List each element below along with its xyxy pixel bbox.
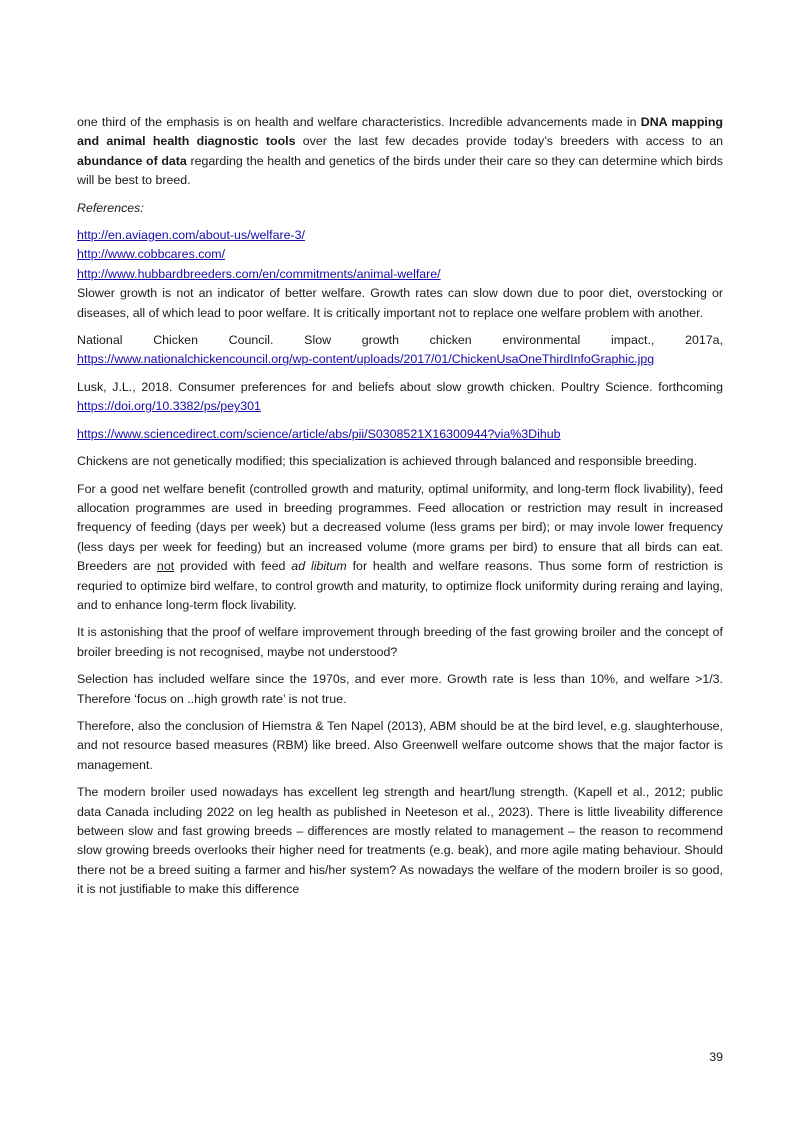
sciencedirect-link-paragraph xyxy=(77,425,723,444)
modern-broiler-paragraph: The modern broiler used nowadays has excellent leg strength and heart/lung strength. (Kapell et al., 2012; public data Canada including 2022 on leg health as published in Neeteson et al., 2023). There is little liveability difference between slow and fast growing breeds – differences are mostly related to management – the reason to recommend slow growing breeds overlooks their higher need for treatments (e.g. beak), and more agile mating behaviour. Should there not be a breed suiting a farmer and his/her system? As nowadays the welfare of the modern broiler is so good, it is not justifiable to make this difference xyxy=(77,785,723,897)
reference-lusk-2018: Lusk, J.L., 2018. Consumer preferences for and beliefs about slow growth chicken. Poultry Science. forthcoming https://doi.org/10.3382/ps/pey301 xyxy=(77,379,723,414)
emphasis-abundance-of-data: abundance of data xyxy=(77,153,187,168)
selection-paragraph: Selection has included welfare since the 1970s, and ever more. Growth rate is less than 10%, and welfare >1/3. Therefore ‘focus on ..high growth rate’ is not true. xyxy=(77,672,723,706)
slower-growth-paragraph: Slower growth is not an indicator of better welfare. Growth rates can slow down due to poor diet, overstocking or diseases, all of which lead to poor welfare. It is critically important not to replace one welfare problem with another. xyxy=(77,286,723,320)
genetically-modified-paragraph: Chickens are not genetically modified; this specialization is achieved through balanced and responsible breeding. xyxy=(77,454,697,469)
link-ncc-infographic[interactable]: https://www.nationalchickencouncil.org/wp-content/uploads/2017/01/ChickenUsaOneThirdInfoGraphic.jpg xyxy=(77,352,655,367)
reference-national-chicken-council: National Chicken Council. Slow growth chicken environmental impact., 2017a, https://www.nationalchickencouncil.org/wp-content/uploads/2017/01/ChickenUsaOneThirdInfoGraphic.jpg xyxy=(77,333,723,367)
astonishing-paragraph: It is astonishing that the proof of welfare improvement through breeding of the fast growing broiler and the concept of broiler breeding is not recognised, maybe not understood? xyxy=(77,625,723,659)
page-number: 39 xyxy=(709,1050,723,1064)
therefore-paragraph: Therefore, also the conclusion of Hiemstra & Ten Napel (2013), ABM should be at the bird level, e.g. slaughterhouse, and not resource based measures (RBM) like breed. Also Greenwell welfare outcome shows that the major factor is management. xyxy=(77,718,723,772)
link-sciencedirect[interactable]: https://www.sciencedirect.com/science/article/abs/pii/S0308521X16300944?via%3Dihub xyxy=(77,426,561,441)
link-hubbard-animal-welfare[interactable]: http://www.hubbardbreeders.com/en/commitments/animal-welfare/ xyxy=(77,266,441,281)
references-heading: References: xyxy=(77,200,144,215)
link-doi-lusk[interactable]: https://doi.org/10.3382/ps/pey301 xyxy=(77,399,261,414)
emphasis-dna-mapping: DNA mapping and animal health diagnostic tools xyxy=(77,115,724,149)
link-cobbcares[interactable]: http://www.cobbcares.com/ xyxy=(77,247,226,262)
emphasis-not: not xyxy=(156,559,175,574)
link-aviagen-welfare[interactable]: http://en.aviagen.com/about-us/welfare-3/ xyxy=(77,228,305,243)
intro-paragraph: one third of the emphasis is on health and welfare characteristics. Incredible advancements made in DNA mapping and animal health diagnostic tools over the last few decades provide today’s breeders with access to an abundance of data regarding the health and genetics of the birds under their care so they can determine which birds will be best to breed. xyxy=(77,115,724,188)
page-body xyxy=(77,113,723,908)
feed-allocation-paragraph: For a good net welfare benefit (controlled growth and maturity, optimal uniformity, and long-term flock livability), feed allocation programmes are used in breeding programmes. Feed allocation or restriction may result in increased frequency of feeding (days per week) but a decreased volume (less grams per bird); or may invole lower frequency (less days per week for feeding) but an increased volume (more grams per bird) to ensure that all birds can eat. Breeders are not provided with feed ad libitum for health and welfare reasons. Thus some form of restriction is requried to optimize bird welfare, to control growth and maturity, to optimize flock uniformity during reraing and laying, and to enhance long-term flock livability. xyxy=(77,481,723,612)
emphasis-ad-libitum: ad libitum xyxy=(291,559,347,574)
